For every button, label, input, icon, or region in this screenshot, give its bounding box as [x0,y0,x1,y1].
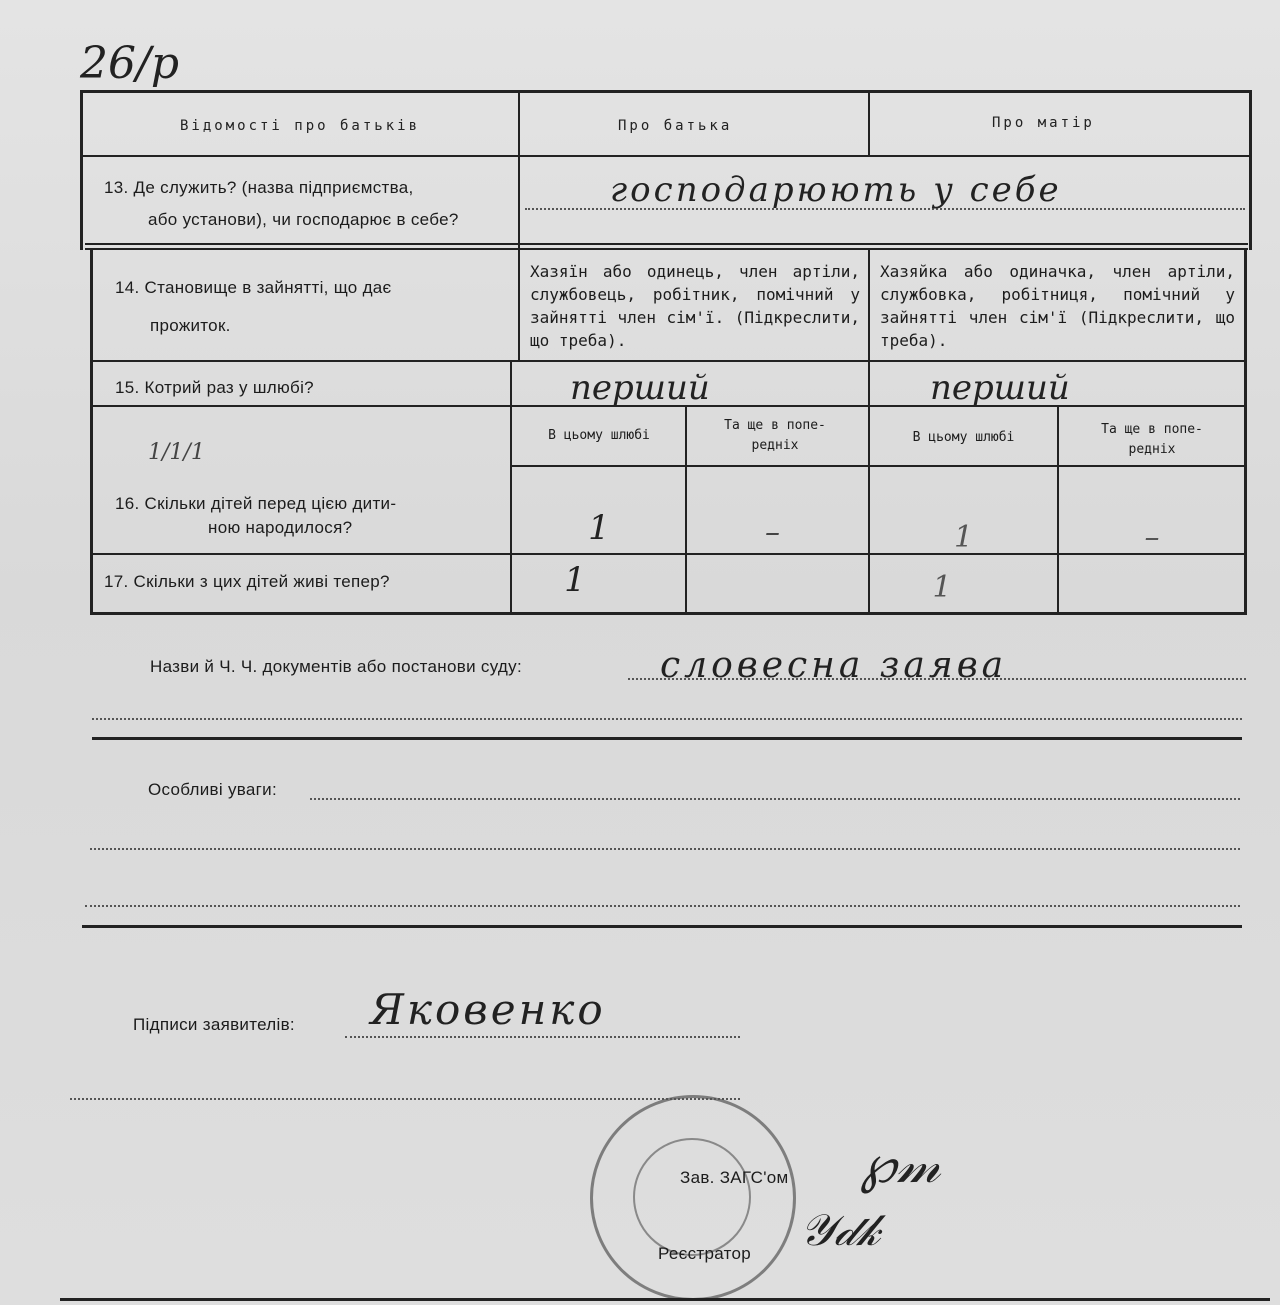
remarks-rule [82,925,1242,928]
documents-answer: словесна заява [660,645,1008,686]
col-sep-father-sub [685,407,687,614]
q15-father-answer: перший [570,368,710,408]
row-sep-1 [82,155,1250,157]
official-seal [590,1095,796,1301]
col-sep-1-lower [510,362,512,614]
signatures-dotline-2 [70,1098,740,1100]
remarks-label: Особливі уваги: [148,780,278,799]
q14-label-line2: прожиток. [150,316,231,335]
q15-mother-answer: перший [930,368,1070,408]
col-sep-2-lower [868,248,870,614]
subheader-sep [510,465,1246,467]
header-info-about-parents: Відомості про батьків [180,118,421,134]
row-sep-2b [85,248,1248,250]
q14-label-line1: 14. Становище в зайнятті, що дає [115,278,392,297]
q13-label-line1: 13. Де служить? (назва підприємства, [104,178,414,197]
header-about-father: Про батька [618,118,733,134]
remarks-dotline-2 [90,848,1240,850]
q13-label-line2: або установи), чи господарює в себе? [148,210,459,229]
signatures-dotline-1 [345,1036,740,1038]
col-sep-mother-sub [1057,407,1059,614]
head-signature: ℘𝓂 [860,1135,941,1195]
q15-label: 15. Котрий раз у шлюбі? [115,378,314,397]
registrar-label: Реєстратор [658,1244,752,1263]
q16-father-prev: – [765,515,780,550]
mother-previous-header-line2: редніх [1128,442,1176,457]
documents-rule [92,737,1242,740]
father-previous-header-line2: редніх [751,438,799,453]
mother-previous-header-line1: Та ще в попе- [1101,422,1203,437]
documents-label: Назви й Ч. Ч. документів або постанови суду: [150,657,522,676]
q17-father-this: 1 [564,560,586,600]
table-border-left-upper [80,90,83,250]
q13-answer: господарюють у себе [610,170,1062,210]
q16-label-line2: ною народилося? [208,518,353,537]
mother-this-marriage-header: В цьому шлюбі [912,430,1015,445]
q16-label-line1: 16. Скільки дітей перед цією дити- [115,494,397,513]
table-border-bottom [90,612,1247,615]
head-of-registry-label: Зав. ЗАГС'ом [680,1168,789,1187]
q16-father-this: 1 [588,508,610,548]
table-border-left-lower [90,250,93,612]
table-border-right-upper [1249,90,1252,250]
bottom-rule [60,1298,1270,1301]
row-sep-2 [85,243,1248,245]
header-about-mother: Про матір [992,115,1095,131]
table-border-top [80,90,1252,93]
signatures-value: Яковенко [370,985,606,1034]
margin-note: 1/1/1 [148,440,205,465]
remarks-dotline-3 [85,905,1240,907]
row-sep-3 [90,360,1246,362]
q16-mother-this: 1 [953,520,974,555]
corner-note: 26/р [80,38,179,89]
q17-label: 17. Скільки з цих дітей живі тепер? [104,572,390,591]
col-sep-2-header [868,92,870,156]
remarks-dotline-1 [310,798,1240,800]
registrar-signature: 𝒴𝒹𝓀 [800,1205,881,1256]
table-border-right-lower [1244,250,1247,614]
signatures-label: Підписи заявителів: [133,1015,295,1034]
father-previous-header-line1: Та ще в попе- [724,418,826,433]
q17-mother-this: 1 [932,570,952,605]
q14-mother-options: Хазяйка або одиначка, член артіли, службовка, робітниця, помічний у зайнятті член сім'ї (Підкреслити, що треба). [880,262,1235,350]
documents-dotline-2 [92,718,1242,720]
q14-father-options: Хазяїн або одинець, член артіли, службовець, робітник, помічний у зайнятті член сім'ї. (Підкреслити, що треба). [530,262,860,350]
father-this-marriage-header: В цьому шлюбі [548,428,650,443]
col-sep-1-upper [518,92,520,362]
q16-mother-prev: – [1144,520,1160,555]
